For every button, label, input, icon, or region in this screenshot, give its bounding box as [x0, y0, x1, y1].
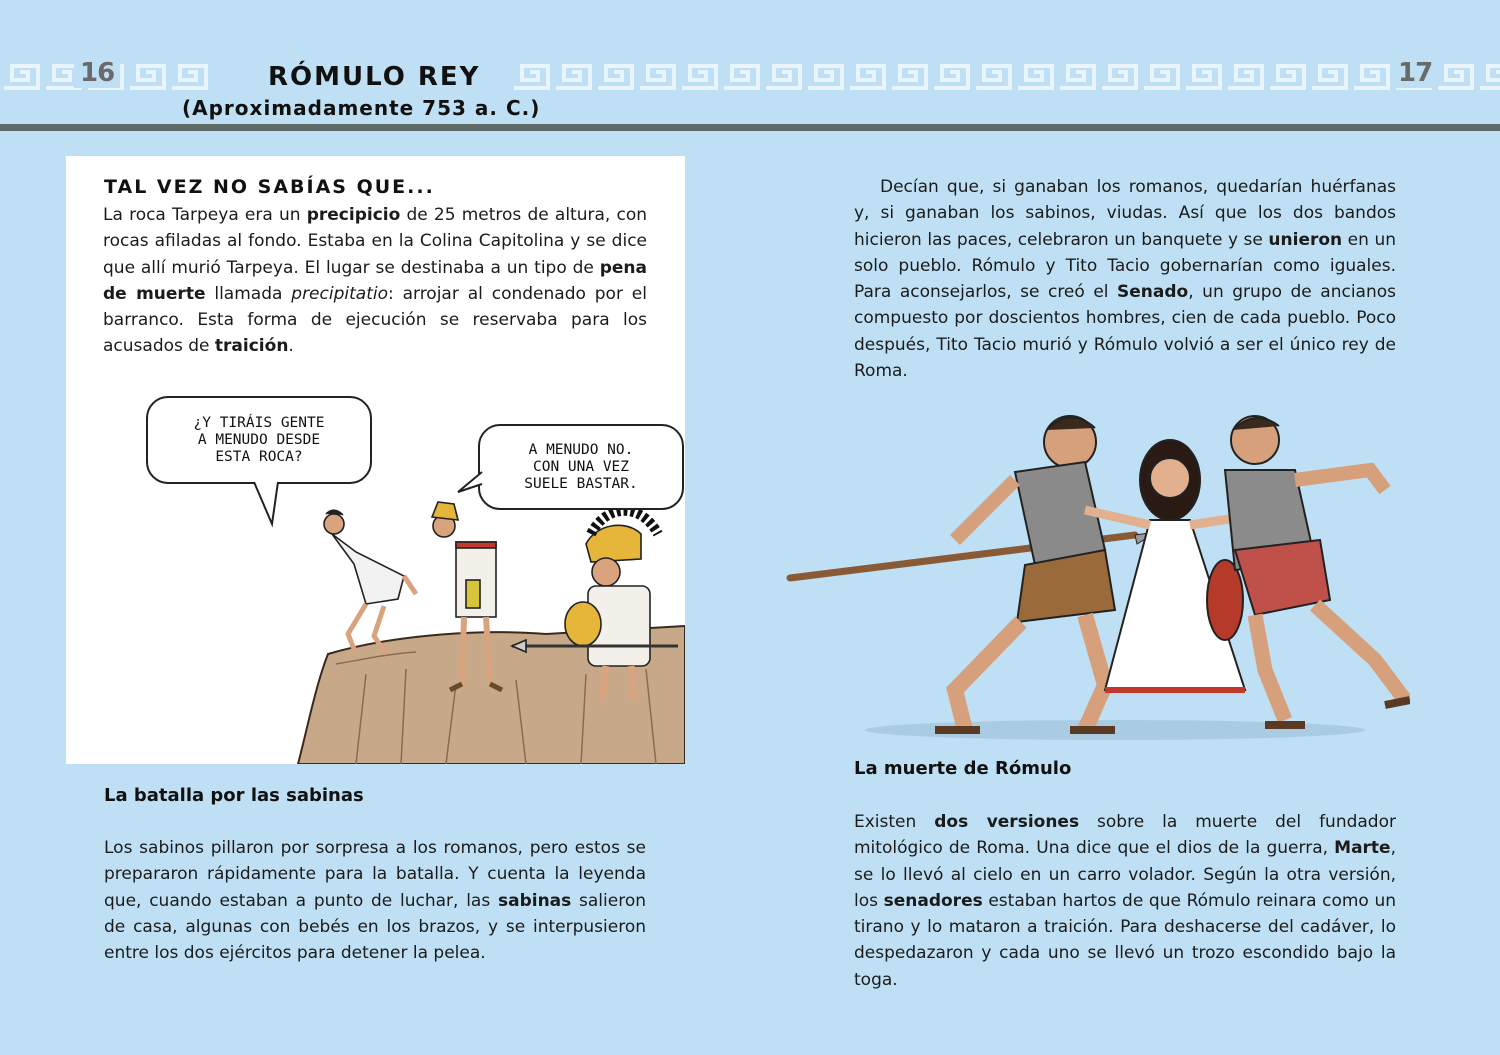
crouching-man: [324, 510, 416, 654]
greek-key-border-right: [510, 62, 1500, 92]
chapter-subtitle: (Aproximadamente 753 a. C.): [182, 96, 541, 120]
bubble-line: ¿Y TIRÁIS GENTE: [193, 414, 325, 431]
page-number-left: 16: [74, 58, 120, 88]
roman-soldier: [935, 416, 1115, 730]
did-you-know-text: La roca Tarpeya era un precipicio de 25 metros de altura, con rocas afiladas al fondo. Estaba en la Colina Capitolina y se dice que allí murió Tarpeya. El lugar se destinaba a un tipo de pena de muerte llamada precipitatio: arrojar al condenado por el barranco. Esta forma de ejecución se reservaba para los acusados de traición.: [103, 205, 648, 357]
page-header: [0, 0, 1500, 124]
did-you-know-box: [66, 156, 685, 764]
did-you-know-title: TAL VEZ NO SABÍAS QUE...: [104, 176, 435, 198]
section-text-death: Existen dos versiones sobre la muerte del fundador mitológico de Roma. Una dice que el dios de la guerra, Marte, se lo llevó al cielo en un carro volador. Según la otra versión, los senadores estaban hartos de que Rómulo reinara como un tirano y lo mataron a traición. Para deshacerse del cadáver, lo despedazaron y cada uno se llevó un trozo escondido bajo la toga.: [854, 812, 1396, 990]
section-text-sabinas: Los sabinos pillaron por sorpresa a los romanos, pero estos se prepararon rápidamente para la batalla. Y cuenta la leyenda que, cuando estaban a punto de luchar, las sabinas salieron de casa, algunas con bebés en los brazos, y se interpusieron entre los dos ejércitos para detener la pelea.: [104, 838, 647, 964]
bubble-line: SUELE BASTAR.: [524, 475, 638, 492]
right-intro-text: Decían que, si ganaban los romanos, quedarían huérfanas y, si ganaban los sabinos, viudas. Así que los dos bandos hicieron las paces, celebraron un banquete y se unieron en un solo pueblo. Rómulo y Tito Tacio gobernarían como iguales. Para aconsejarlos, se creó el Senado, un grupo de ancianos compuesto por doscientos hombres, cien de cada pueblo. Poco después, Tito Tacio murió y Rómulo volvió a ser el único rey de Roma.: [854, 177, 1396, 382]
speech-bubble-answer: [478, 424, 684, 510]
section-heading-sabinas: La batalla por las sabinas: [104, 785, 364, 806]
sabine-soldier: [1225, 416, 1410, 725]
bubble-line: CON UNA VEZ: [532, 458, 630, 475]
tarpeian-rock-comic: [66, 384, 685, 764]
section-heading-death: La muerte de Rómulo: [854, 758, 1072, 779]
chapter-title: RÓMULO REY: [262, 62, 487, 92]
bubble-line: A MENUDO DESDE: [197, 431, 321, 448]
sabine-women-illustration: [785, 400, 1410, 745]
page-number-right: 17: [1392, 58, 1438, 88]
bubble-line: ESTA ROCA?: [215, 448, 303, 465]
bubble-line: A MENUDO NO.: [528, 441, 634, 458]
speech-bubble-question: [146, 396, 372, 484]
header-rule: [0, 124, 1500, 131]
